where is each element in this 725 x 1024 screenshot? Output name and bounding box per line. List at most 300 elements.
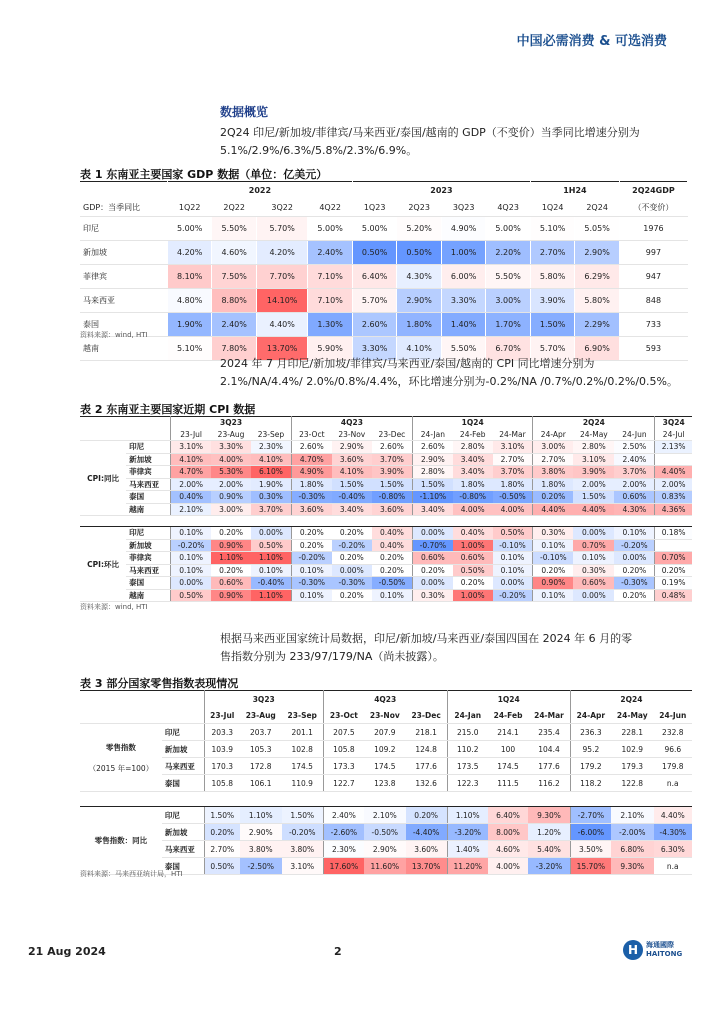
table-cell: 4.40% <box>655 466 692 479</box>
table-cell: 6.00% <box>441 265 486 289</box>
table-cell: 4.20% <box>256 241 307 265</box>
table2-month-header: 24-Mar <box>493 429 533 441</box>
table1-caption: 表 1 东南亚主要国家 GDP 数据（单位：亿美元） <box>80 168 328 181</box>
table-cell: 7.50% <box>212 265 257 289</box>
table-cell: 3.00% <box>486 289 531 313</box>
table-row <box>80 552 692 565</box>
page-number: 2 <box>334 945 342 958</box>
table1-country: 泰国 <box>80 313 167 337</box>
table-cell: 1.00% <box>453 589 493 602</box>
table-cell: 0.10% <box>171 552 211 565</box>
table-row <box>80 441 692 454</box>
table-cell: 0.20% <box>614 589 654 602</box>
table-cell: 2.00% <box>573 478 614 491</box>
table-cell: -2.60% <box>323 824 364 841</box>
haitong-logo <box>623 940 682 960</box>
table-cell: -2.00% <box>611 824 654 841</box>
table-cell: 5.50% <box>441 337 486 361</box>
table1-country: 菲律宾 <box>80 265 167 289</box>
table2-month-header: 24-Jul <box>655 429 692 441</box>
table-cell: 1.80% <box>291 478 331 491</box>
table1-quarter-header: （不变价） <box>619 198 687 217</box>
table-cell: 116.2 <box>528 775 570 792</box>
table-cell: -0.20% <box>493 589 533 602</box>
table3-corner <box>80 707 204 724</box>
table-cell: 2.90% <box>412 453 452 466</box>
paragraph-gdp <box>220 124 690 160</box>
table-row <box>80 577 692 590</box>
gdp-table <box>80 181 688 361</box>
table2-group-header: 2Q24 <box>533 417 655 429</box>
table2-country: 泰国 <box>126 491 171 504</box>
table3-block-label <box>80 724 162 792</box>
table-cell: 3.30% <box>441 289 486 313</box>
table-row <box>80 453 692 466</box>
table-cell: 0.19% <box>655 577 692 590</box>
table-cell: 104.4 <box>528 741 570 758</box>
table-cell: 2.40% <box>323 807 364 824</box>
table-cell: 100 <box>488 741 528 758</box>
table-cell: 4.60% <box>488 841 528 858</box>
table-cell: 4.90% <box>291 466 331 479</box>
table-cell: 235.4 <box>528 724 570 741</box>
table-cell: 3.60% <box>406 841 448 858</box>
table-cell: 0.50% <box>171 589 211 602</box>
table-row <box>80 527 692 540</box>
table-cell: -1.10% <box>412 491 452 504</box>
table1-quarter-header: 3Q23 <box>441 198 486 217</box>
table-cell: 6.40% <box>488 807 528 824</box>
table-cell: 5.70% <box>256 217 307 241</box>
table3-index-base: （2015 年=100） <box>88 763 154 773</box>
table-cell: 0.30% <box>412 589 452 602</box>
table3-country: 泰国 <box>162 775 204 792</box>
table-cell: 4.40% <box>256 313 307 337</box>
table-cell: 0.00% <box>412 577 452 590</box>
table-cell: n.a <box>654 858 692 875</box>
table-cell: 2.60% <box>291 441 331 454</box>
table-cell: 0.50% <box>352 241 397 265</box>
table2-month-header: 23-Dec <box>372 429 413 441</box>
table-cell: 0.50% <box>397 241 442 265</box>
table-cell: 0.20% <box>211 527 251 540</box>
table-cell: 4.00% <box>488 858 528 875</box>
table2-group-row <box>80 417 692 429</box>
table3-block-label: 零售指数：同比 <box>80 807 162 875</box>
table-cell: 102.9 <box>611 741 654 758</box>
table-cell: 2.30% <box>251 441 291 454</box>
table-row <box>80 313 688 337</box>
table-cell: 124.8 <box>406 741 448 758</box>
table-cell: 177.6 <box>528 758 570 775</box>
table2-month-header: 23-Nov <box>332 429 372 441</box>
table-cell: 1.50% <box>282 807 324 824</box>
table2-month-header: 24-May <box>573 429 614 441</box>
table-cell: 4.10% <box>332 466 372 479</box>
table-cell: 2.00% <box>655 478 692 491</box>
table-cell: 1.50% <box>530 313 575 337</box>
table-cell: 105.8 <box>323 741 364 758</box>
table2-month-row <box>80 429 692 441</box>
table-cell: 111.5 <box>488 775 528 792</box>
table-cell: 0.20% <box>204 824 240 841</box>
table-cell: 123.8 <box>364 775 406 792</box>
table1-country: 马来西亚 <box>80 289 167 313</box>
table2-block-label: CPI:同比 <box>80 441 126 516</box>
table-cell: 0.10% <box>493 564 533 577</box>
table-cell: 0.20% <box>614 564 654 577</box>
table2-group-header: 3Q23 <box>171 417 292 429</box>
table-cell: 3.60% <box>372 503 413 516</box>
table-cell: 6.10% <box>251 466 291 479</box>
table-cell: 232.8 <box>654 724 692 741</box>
table-cell: 0.90% <box>211 491 251 504</box>
table-cell: 1.00% <box>441 241 486 265</box>
table-cell: 201.1 <box>282 724 324 741</box>
table1-quarter-header: 2Q22 <box>212 198 257 217</box>
table-row <box>80 503 692 516</box>
table-cell: 2.00% <box>614 478 654 491</box>
table-cell: 7.80% <box>212 337 257 361</box>
table-cell: 1.80% <box>533 478 573 491</box>
table-cell: 174.5 <box>282 758 324 775</box>
table-cell: -2.50% <box>240 858 282 875</box>
table-cell: 9.30% <box>528 807 570 824</box>
table3-month-header: 24-Feb <box>488 707 528 724</box>
table-cell: 1.80% <box>453 478 493 491</box>
table-cell: 1.40% <box>447 841 488 858</box>
table3-month-header: 24-May <box>611 707 654 724</box>
table-cell: -0.20% <box>171 539 211 552</box>
logo-text-en: HAITONG <box>646 950 683 958</box>
table-cell: 5.20% <box>397 217 442 241</box>
table-cell: 6.90% <box>575 337 620 361</box>
table-cell: 4.30% <box>614 503 654 516</box>
table-cell: 0.40% <box>453 527 493 540</box>
table-cell: 3.90% <box>573 466 614 479</box>
table-cell: 0.60% <box>412 552 452 565</box>
table-cell: 2.10% <box>171 503 211 516</box>
table-cell: 0.00% <box>251 527 291 540</box>
table2-country: 越南 <box>126 589 171 602</box>
table-cell: 4.90% <box>441 217 486 241</box>
table-cell: 214.1 <box>488 724 528 741</box>
table3-group-header: 1Q24 <box>447 691 570 708</box>
table-cell: 102.8 <box>282 741 324 758</box>
table-cell: 132.6 <box>406 775 448 792</box>
table-cell: -0.40% <box>251 577 291 590</box>
table-cell: 0.10% <box>171 564 211 577</box>
table-cell: 1.40% <box>441 313 486 337</box>
table-cell: 1.10% <box>447 807 488 824</box>
table-row <box>80 775 692 792</box>
table-cell: 1.50% <box>204 807 240 824</box>
table3-spacer <box>80 792 692 807</box>
table-cell: 0.30% <box>533 527 573 540</box>
table1-quarter-header: 1Q22 <box>167 198 212 217</box>
table3-month-header: 24-Mar <box>528 707 570 724</box>
table-cell: 3.70% <box>493 466 533 479</box>
table-cell: -0.30% <box>332 577 372 590</box>
table-cell: 179.8 <box>654 758 692 775</box>
table2-month-header: 24-Apr <box>533 429 573 441</box>
cpi-table <box>80 416 692 602</box>
table-cell: 3.60% <box>332 453 372 466</box>
table-cell: 0.60% <box>211 577 251 590</box>
table-cell: 0.50% <box>204 858 240 875</box>
table-cell: 0.60% <box>614 491 654 504</box>
table1-quarter-row <box>80 198 688 217</box>
table-cell: 0.00% <box>171 577 211 590</box>
table3-country: 马来西亚 <box>162 841 204 858</box>
table-cell: 997 <box>619 241 687 265</box>
table3-caption: 表 3 部分国家零售指数表现情况 <box>80 677 239 690</box>
table-cell: 1.10% <box>211 552 251 565</box>
table-cell: 5.40% <box>528 841 570 858</box>
table1-quarter-header: 2Q23 <box>397 198 442 217</box>
table2-country: 印尼 <box>126 441 171 454</box>
table-cell: 11.60% <box>364 858 406 875</box>
table-cell: 4.40% <box>573 503 614 516</box>
table2-corner <box>80 429 171 441</box>
table-cell: 5.80% <box>575 289 620 313</box>
table-row <box>80 564 692 577</box>
table-cell: 0.83% <box>655 491 692 504</box>
table-cell: 3.40% <box>453 466 493 479</box>
table1-group-header: 2Q24GDP <box>619 182 687 199</box>
table-cell: 0.20% <box>372 552 413 565</box>
table-cell: 2.80% <box>453 441 493 454</box>
table2-country: 印尼 <box>126 527 171 540</box>
table-cell: 0.20% <box>291 527 331 540</box>
table-cell: 4.40% <box>533 503 573 516</box>
paragraph-line: 5.1%/2.9%/6.3%/5.8%/2.3%/6.9%。 <box>220 144 418 157</box>
table1-quarter-header: 1Q24 <box>530 198 575 217</box>
table3-group-row <box>80 691 692 708</box>
table2-country: 新加坡 <box>126 453 171 466</box>
table-cell: 0.20% <box>655 564 692 577</box>
table-cell: 0.20% <box>332 589 372 602</box>
table-cell: 15.70% <box>570 858 611 875</box>
table-cell: 0.50% <box>493 527 533 540</box>
table-cell: 228.1 <box>611 724 654 741</box>
table-row <box>80 841 692 858</box>
table-row <box>80 491 692 504</box>
table-cell: 5.00% <box>352 217 397 241</box>
table2-country: 新加坡 <box>126 539 171 552</box>
table-cell: 96.6 <box>654 741 692 758</box>
table-cell: 848 <box>619 289 687 313</box>
table-cell: 1.80% <box>397 313 442 337</box>
table-cell: 4.20% <box>167 241 212 265</box>
table-cell: 3.00% <box>211 503 251 516</box>
table-cell: 3.00% <box>533 441 573 454</box>
table1-quarter-header: 3Q22 <box>256 198 307 217</box>
table-cell: 5.05% <box>575 217 620 241</box>
table3-month-header: 24-Apr <box>570 707 611 724</box>
table-cell: 179.3 <box>611 758 654 775</box>
table-cell: 0.40% <box>372 539 413 552</box>
table-cell: 2.90% <box>240 824 282 841</box>
table-cell: -0.30% <box>291 491 331 504</box>
table-cell: -2.70% <box>570 807 611 824</box>
table3-source: 资料来源：马来西亚统计局，HTI <box>80 870 183 878</box>
table-cell: 2.70% <box>204 841 240 858</box>
table-row <box>80 758 692 775</box>
footer-date: 21 Aug 2024 <box>28 945 106 958</box>
table-cell: 2.40% <box>212 313 257 337</box>
table3-month-header: 23-Jul <box>204 707 240 724</box>
table-cell: -6.00% <box>570 824 611 841</box>
table-cell: -0.50% <box>372 577 413 590</box>
table-cell: 2.30% <box>323 841 364 858</box>
table-cell: 2.40% <box>614 453 654 466</box>
table-cell: 3.40% <box>453 453 493 466</box>
table-row <box>80 289 688 313</box>
table3-country: 泰国 <box>162 858 204 875</box>
table-cell: 1.50% <box>372 478 413 491</box>
table-row <box>80 824 692 841</box>
table-row <box>80 807 692 824</box>
table-cell: 1.90% <box>251 478 291 491</box>
table-cell: 3.10% <box>573 453 614 466</box>
table1-country: 印尼 <box>80 217 167 241</box>
table-cell: 4.00% <box>211 453 251 466</box>
table-cell: 4.10% <box>171 453 211 466</box>
table-cell: 0.70% <box>655 552 692 565</box>
haitong-logo-icon: H <box>623 940 643 960</box>
table-cell: 118.2 <box>570 775 611 792</box>
table-row <box>80 724 692 741</box>
table-cell: 105.8 <box>204 775 240 792</box>
table-cell: 173.3 <box>323 758 364 775</box>
table-cell: -0.80% <box>372 491 413 504</box>
table2-group-header: 1Q24 <box>412 417 532 429</box>
table-cell: 2.50% <box>614 441 654 454</box>
table-cell: 1.90% <box>167 313 212 337</box>
table-cell: 3.40% <box>412 503 452 516</box>
table-cell: 4.00% <box>493 503 533 516</box>
table-cell: -0.20% <box>614 539 654 552</box>
table-cell: 4.30% <box>397 265 442 289</box>
table-cell: 177.6 <box>406 758 448 775</box>
table2-country: 马来西亚 <box>126 564 171 577</box>
table-cell: 3.80% <box>282 841 324 858</box>
table-cell: 2.70% <box>530 241 575 265</box>
table-cell: 1.50% <box>573 491 614 504</box>
table-cell: 7.10% <box>308 289 353 313</box>
table-cell: 3.80% <box>240 841 282 858</box>
table-cell: 5.50% <box>486 265 531 289</box>
table-cell: 4.10% <box>251 453 291 466</box>
table-cell: 4.70% <box>171 466 211 479</box>
table3-country: 印尼 <box>162 724 204 741</box>
table1-quarter-header: 1Q23 <box>352 198 397 217</box>
table-cell: 0.48% <box>655 589 692 602</box>
table-cell: -3.20% <box>447 824 488 841</box>
table-row <box>80 589 692 602</box>
table1-group-header: 1H24 <box>530 182 619 199</box>
table2-country: 泰国 <box>126 577 171 590</box>
table-cell: 2.80% <box>412 466 452 479</box>
table-cell: 3.10% <box>171 441 211 454</box>
table-cell: 1.00% <box>453 539 493 552</box>
table-cell: 2.90% <box>364 841 406 858</box>
table3-month-header: 23-Nov <box>364 707 406 724</box>
report-header-title: 中国必需消费 & 可选消费 <box>516 34 667 49</box>
table3-country: 新加坡 <box>162 741 204 758</box>
table-cell: -0.70% <box>412 539 452 552</box>
table3-country: 印尼 <box>162 807 204 824</box>
table3-group-header: 3Q23 <box>204 691 323 708</box>
paragraph-line: 售指数分别为 233/97/179/NA（尚未披露）。 <box>220 650 444 663</box>
paragraph-retail <box>220 630 690 666</box>
table-row <box>80 466 692 479</box>
table-cell: 0.10% <box>291 589 331 602</box>
table-cell: -4.40% <box>406 824 448 841</box>
table3-country: 新加坡 <box>162 824 204 841</box>
table-cell: 0.00% <box>493 577 533 590</box>
table-cell: 0.00% <box>412 527 452 540</box>
table1-corner <box>80 182 167 199</box>
table-cell: 0.18% <box>655 527 692 540</box>
table-cell: 0.20% <box>533 564 573 577</box>
table-cell: 7.10% <box>308 265 353 289</box>
table-cell: 2.29% <box>575 313 620 337</box>
table-cell: 2.70% <box>533 453 573 466</box>
table-cell: -0.50% <box>364 824 406 841</box>
table-cell: 207.9 <box>364 724 406 741</box>
table-cell: 2.40% <box>308 241 353 265</box>
table-cell: 3.30% <box>352 337 397 361</box>
table-cell: 1.10% <box>251 552 291 565</box>
table-cell: 109.2 <box>364 741 406 758</box>
table-cell: 174.5 <box>364 758 406 775</box>
table1-row-label: GDP：当季同比 <box>80 198 167 217</box>
table-cell: 3.50% <box>570 841 611 858</box>
table-cell: 0.90% <box>211 589 251 602</box>
table-cell: 0.90% <box>533 577 573 590</box>
table-row <box>80 217 688 241</box>
table-cell: 2.00% <box>171 478 211 491</box>
table-cell: 1.80% <box>493 478 533 491</box>
table-cell: 1.10% <box>251 589 291 602</box>
table-cell: 0.00% <box>573 527 614 540</box>
table-cell: 8.00% <box>488 824 528 841</box>
table-cell: 0.10% <box>372 589 413 602</box>
table-cell: 3.80% <box>533 466 573 479</box>
table-cell: 6.40% <box>352 265 397 289</box>
table-cell: 2.20% <box>486 241 531 265</box>
table-cell: 1.50% <box>412 478 452 491</box>
table-cell: 733 <box>619 313 687 337</box>
table-cell: 0.20% <box>211 564 251 577</box>
table-cell: 0.20% <box>412 564 452 577</box>
table2-group-header: 3Q24 <box>655 417 692 429</box>
table-cell: 2.80% <box>573 441 614 454</box>
table1-source: 资料来源：wind, HTI <box>80 331 148 339</box>
table-cell: 0.20% <box>332 527 372 540</box>
table-cell: -0.20% <box>291 552 331 565</box>
table-cell: 0.30% <box>251 491 291 504</box>
table1-group-header: 2023 <box>352 182 530 199</box>
table-cell: 0.20% <box>453 577 493 590</box>
table-cell: 0.60% <box>453 552 493 565</box>
table-cell: 0.20% <box>332 552 372 565</box>
table3-group-header: 4Q23 <box>323 691 447 708</box>
table-cell: 6.29% <box>575 265 620 289</box>
table-cell: 0.10% <box>251 564 291 577</box>
